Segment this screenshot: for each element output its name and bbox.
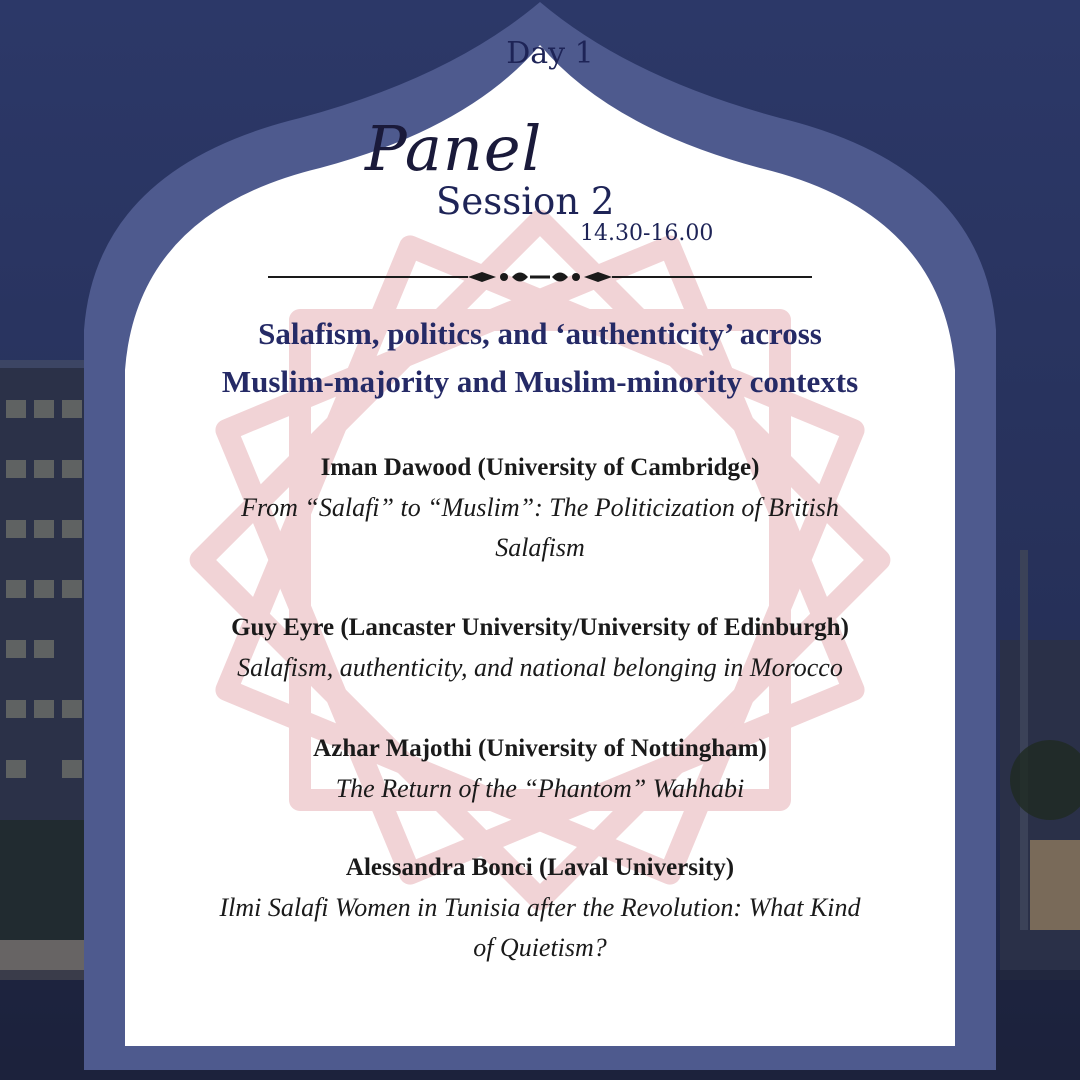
talk-title-line-2: of Quietism?: [473, 933, 607, 962]
speaker-entry: [130, 729, 950, 809]
speaker-entry: [130, 848, 950, 968]
panel-title-line-1: Salafism, politics, and ‘authenticity’ across: [258, 316, 822, 351]
panel-title: [120, 310, 960, 406]
session-heading: Session 2: [436, 180, 615, 223]
talk-title-line-1: From “Salafi” to “Muslim”: The Politicization of British: [241, 493, 839, 522]
day-label: Day 1: [506, 36, 594, 71]
panel-title-line-2: Muslim-majority and Muslim-minority contexts: [221, 364, 859, 399]
speaker-name: Alessandra Bonci (Laval University): [345, 854, 735, 881]
speaker-name: Guy Eyre (Lancaster University/University of Edinburgh): [231, 614, 849, 641]
ornamental-divider-icon: [268, 264, 812, 290]
speaker-name: Iman Dawood (University of Cambridge): [320, 454, 760, 481]
speaker-entry: [130, 608, 950, 688]
panel-heading: Panel: [365, 112, 543, 185]
speaker-name: Azhar Majothi (University of Nottingham): [313, 735, 767, 762]
speaker-entry: [130, 448, 950, 568]
session-time: 14.30-16.00: [580, 221, 714, 246]
talk-title-line-1: The Return of the “Phantom” Wahhabi: [335, 774, 745, 803]
talk-title-line-2: Salafism: [495, 533, 585, 562]
talk-title-line-1: Ilmi Salafi Women in Tunisia after the Revolution: What Kind: [219, 893, 861, 922]
talk-title-line-1: Salafism, authenticity, and national belonging in Morocco: [237, 653, 843, 682]
